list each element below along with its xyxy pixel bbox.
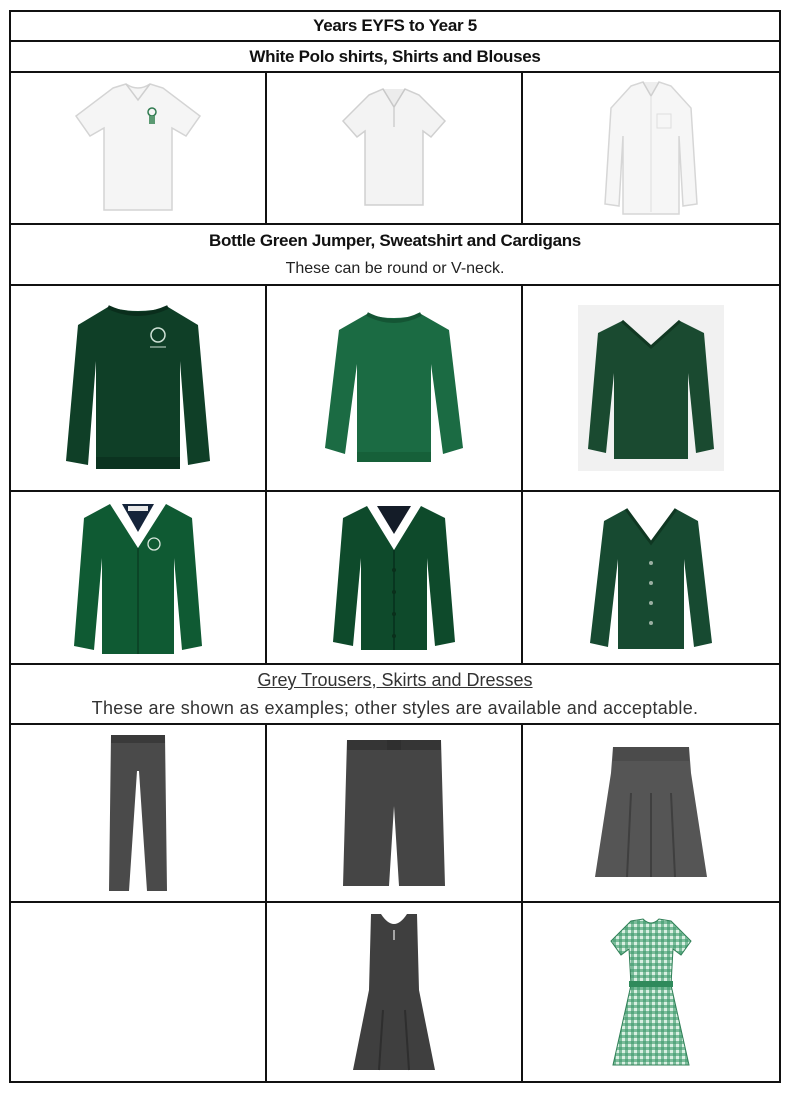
dresses-image-row	[11, 903, 779, 1081]
uniform-table	[9, 10, 781, 1083]
image-cell	[267, 286, 523, 490]
green-sweatshirt-plain-image	[319, 308, 469, 468]
shirts-header-row	[11, 42, 779, 73]
shirts-section-title: White Polo shirts, Shirts and Blouses	[249, 46, 541, 66]
green-v-neck-jumper-image	[576, 303, 726, 473]
image-cell	[523, 903, 779, 1081]
image-cell	[523, 286, 779, 490]
trousers-section-title: Grey Trousers, Skirts and Dresses	[257, 670, 533, 690]
white-polo-shirt-plain-image	[339, 83, 449, 213]
green-cardigan-plain-image	[329, 500, 459, 655]
image-cell	[523, 492, 779, 663]
grey-pleated-skirt-image	[591, 743, 711, 883]
white-polo-shirt-image	[68, 78, 208, 218]
white-blouse-image	[601, 78, 701, 218]
table-title-row	[11, 12, 779, 42]
grey-trousers-image	[103, 731, 173, 896]
image-cell	[523, 73, 779, 223]
image-cell	[11, 286, 267, 490]
image-cell	[523, 725, 779, 901]
green-gingham-dress-image	[601, 915, 701, 1070]
image-cell	[267, 725, 523, 901]
jumpers-image-row	[11, 286, 779, 492]
green-sweatshirt-logo-image	[58, 301, 218, 476]
shirts-image-row	[11, 73, 779, 225]
image-cell	[267, 903, 523, 1081]
grey-pinafore-dress-image	[349, 910, 439, 1075]
jumpers-section-title: Bottle Green Jumper, Sweatshirt and Cardigans	[209, 230, 581, 250]
image-cell	[267, 73, 523, 223]
trousers-section-subtitle: These are shown as examples; other styles are available and acceptable.	[91, 698, 699, 718]
page-title: Years EYFS to Year 5	[313, 16, 477, 35]
image-cell	[11, 725, 267, 901]
jumpers-header-row	[11, 225, 779, 286]
image-cell	[11, 73, 267, 223]
green-cardigan-fitted-image	[586, 503, 716, 653]
image-cell	[267, 492, 523, 663]
cardigans-image-row	[11, 492, 779, 665]
trousers-image-row	[11, 725, 779, 903]
image-cell	[11, 492, 267, 663]
empty-image-cell	[11, 903, 267, 1081]
green-cardigan-logo-image	[68, 498, 208, 658]
jumpers-section-subtitle: These can be round or V-neck.	[285, 259, 505, 277]
trousers-header-row	[11, 665, 779, 725]
grey-shorts-image	[339, 736, 449, 891]
